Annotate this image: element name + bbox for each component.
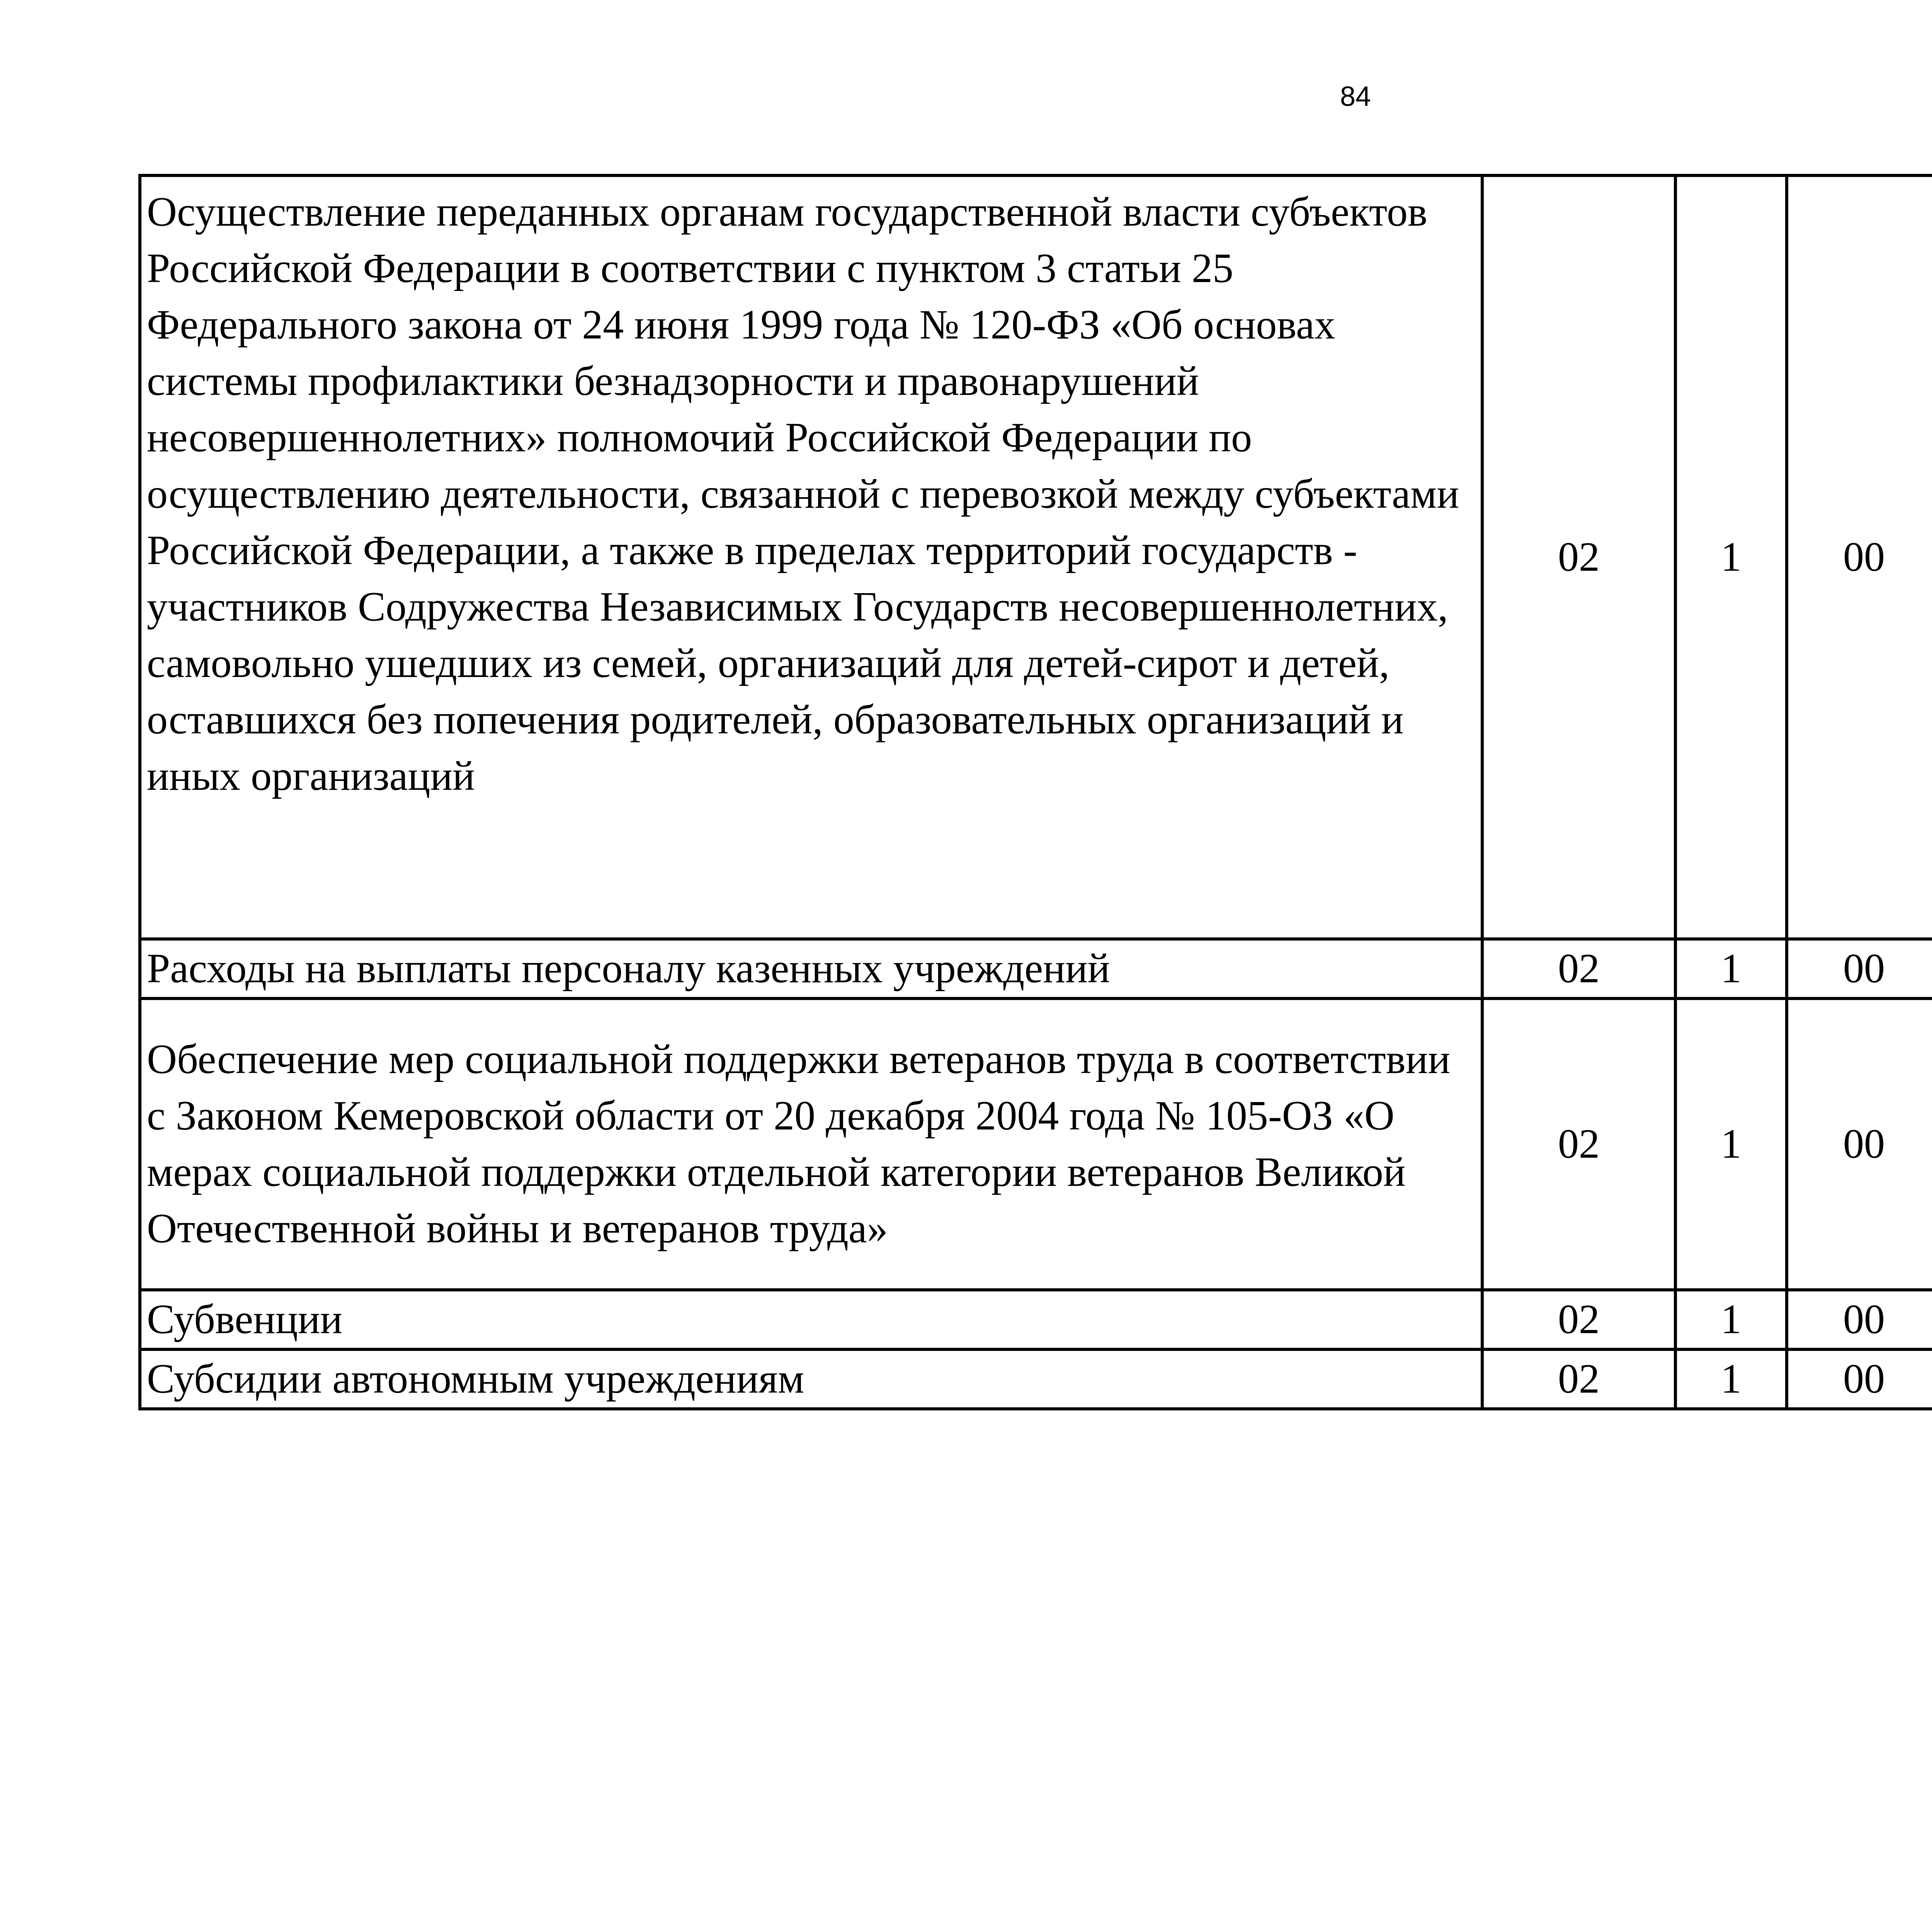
section-code: 00 — [1787, 998, 1932, 1290]
section-code: 00 — [1787, 175, 1932, 939]
subprogram-code: 1 — [1675, 1349, 1787, 1409]
table-row — [140, 1290, 1932, 1349]
subprogram-code: 1 — [1675, 1290, 1787, 1349]
subprogram-code: 1 — [1675, 175, 1787, 939]
program-code: 02 — [1482, 1290, 1675, 1349]
subprogram-code: 1 — [1675, 939, 1787, 998]
budget-table — [138, 174, 1932, 1410]
table-row — [140, 1349, 1932, 1409]
row-description: Расходы на выплаты персоналу казенных учреждений — [140, 939, 1482, 998]
program-code: 02 — [1482, 1349, 1675, 1409]
table-row — [140, 175, 1932, 939]
program-code: 02 — [1482, 939, 1675, 998]
program-code: 02 — [1482, 998, 1675, 1290]
row-description: Субсидии автономным учреждениям — [140, 1349, 1482, 1409]
table-row — [140, 998, 1932, 1290]
program-code: 02 — [1482, 175, 1675, 939]
section-code: 00 — [1787, 939, 1932, 998]
subprogram-code: 1 — [1675, 998, 1787, 1290]
row-description: Осуществление переданных органам государственной власти субъектов Российской Федерации в соответствии с пунктом 3 статьи 25 Федерального закона от 24 июня 1999 года № 120-ФЗ «Об основах системы профилактики безнадзорности и правонарушений несовершеннолетних» полномочий Российской Федерации по осуществлению деятельности, связанной с перевозкой между субъектами Российской Федерации, а также в пределах территорий государств - участников Содружества Независимых Государств несовершеннолетних, самовольно ушедших из семей, организаций для детей-сирот и детей, оставшихся без попечения родителей, образовательных организаций и иных организаций — [140, 175, 1482, 939]
section-code: 00 — [1787, 1290, 1932, 1349]
table-row — [140, 939, 1932, 998]
row-description: Субвенции — [140, 1290, 1482, 1349]
section-code: 00 — [1787, 1349, 1932, 1409]
row-description: Обеспечение мер социальной поддержки ветеранов труда в соответствии с Законом Кемеровской области от 20 декабря 2004 года № 105-ОЗ «О мерах социальной поддержки отдельной категории ветеранов Великой Отечественной войны и ветеранов труда» — [140, 998, 1482, 1290]
page-number: 84 — [1340, 81, 1371, 112]
